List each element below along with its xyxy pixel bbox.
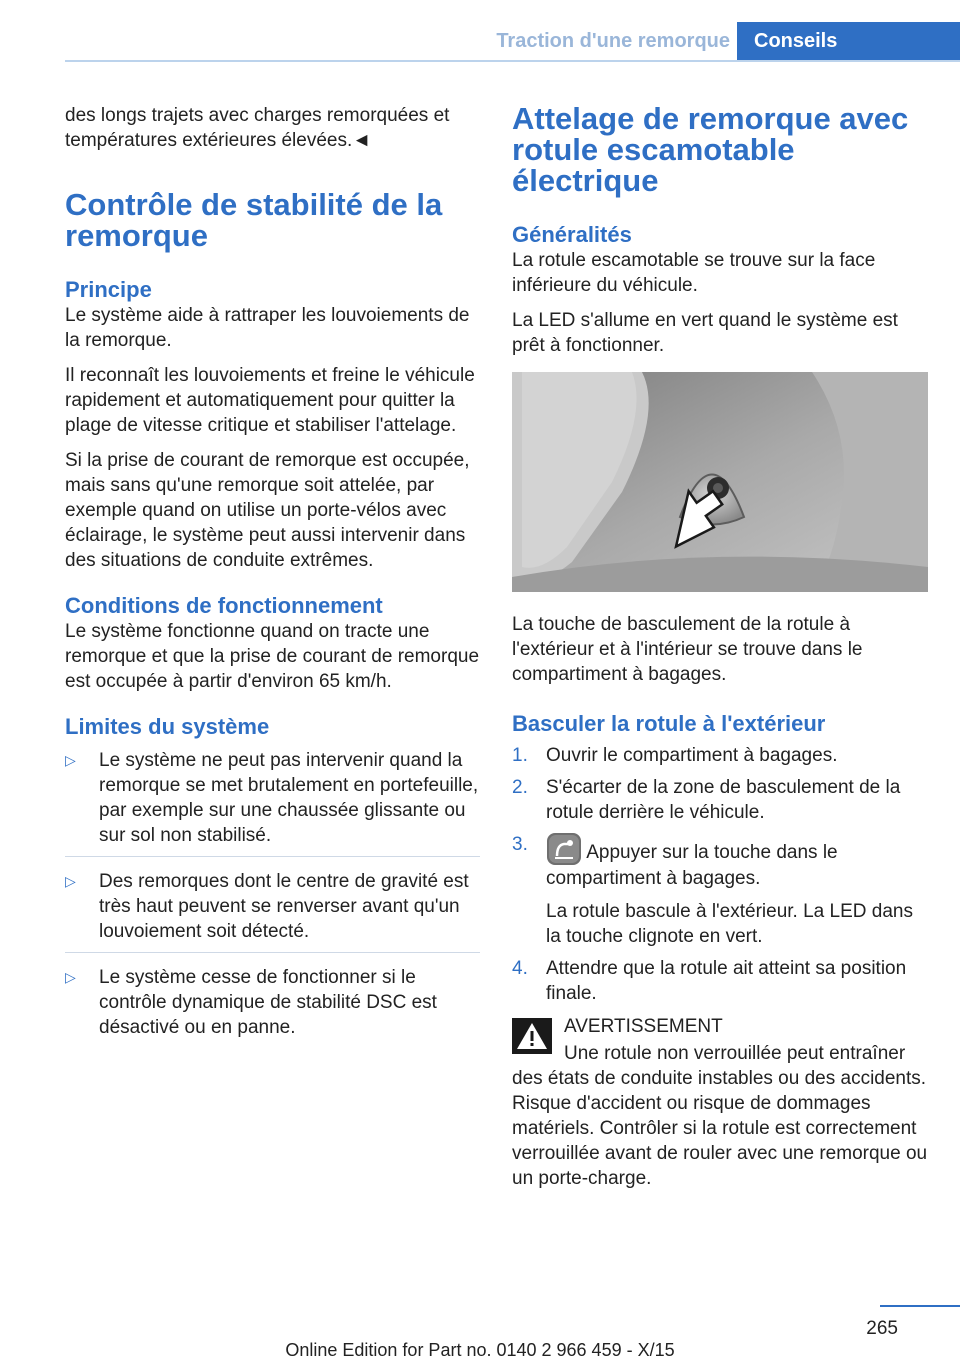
heading-principe: Principe xyxy=(65,277,152,302)
heading-tow-hitch: Attelage de remorque avec rotule escamotable électrique xyxy=(512,101,909,198)
intro-text: des longs trajets avec charges remorquées et températures extérieures élevées.◄ xyxy=(65,105,450,151)
step-text: Ouvrir le compartiment à bagages. xyxy=(546,745,838,766)
warning-body: Une rotule non verrouillée peut entraîner des états de conduite instables ou des accidents. Risque d'accident ou risque de dommages matériels. Contrôler si la rotule est correctement verrouillée avant de rouler avec une remorque ou un porte-charge. xyxy=(512,1043,928,1189)
step-subtext: La rotule bascule à l'extérieur. La LED dans la touche clignote en vert. xyxy=(546,901,913,947)
trunk-button-photo xyxy=(512,372,928,592)
generalites-p3: La touche de basculement de la rotule à l'extérieur et à l'intérieur se trouve dans le compartiment à bagages. xyxy=(512,614,863,685)
step-text: S'écarter de la zone de basculement de la rotule derrière le véhicule. xyxy=(546,777,901,823)
step-number: 2. xyxy=(512,777,528,798)
list-item xyxy=(512,775,930,825)
heading-limites: Limites du système xyxy=(65,714,270,739)
list-item-text: Le système cesse de fonctionner si le contrôle dynamique de stabilité DSC est désactivé ou en panne. xyxy=(99,967,437,1038)
generalites-p1: La rotule escamotable se trouve sur la face inférieure du véhicule. xyxy=(512,250,876,296)
page-number: 265 xyxy=(866,1318,898,1339)
list-divider xyxy=(65,856,480,857)
tow-hitch-button-icon xyxy=(546,832,582,866)
heading-trailer-stability: Contrôle de stabilité de la remorque xyxy=(65,187,443,253)
step-text: Attendre que la rotule ait atteint sa position finale. xyxy=(546,958,907,1004)
triangle-right-icon: ▷ xyxy=(65,969,76,985)
footer-edition: Online Edition for Part no. 0140 2 966 459 - X/15 xyxy=(285,1340,675,1360)
step-number: 3. xyxy=(512,834,528,855)
list-item xyxy=(65,748,480,848)
warning-triangle-icon xyxy=(512,1018,552,1054)
triangle-right-icon: ▷ xyxy=(65,752,76,768)
basculer-steps xyxy=(512,743,930,1006)
step-text: Appuyer sur la touche dans le compartiment à bagages. xyxy=(546,842,838,889)
list-item xyxy=(65,869,480,944)
header-rule xyxy=(65,60,960,62)
principe-p2: Il reconnaît les louvoiements et freine le véhicule rapidement et automatiquement pour quitter la plage de vitesse critique et stabiliser l'attelage. xyxy=(65,365,475,436)
principe-p1: Le système aide à rattraper les louvoiements de la remorque. xyxy=(65,305,470,351)
warning-title: AVERTISSEMENT xyxy=(564,1016,723,1037)
footer-rule xyxy=(880,1305,960,1307)
right-column xyxy=(512,103,930,1201)
heading-conditions: Conditions de fonctionnement xyxy=(65,593,383,618)
heading-generalites: Généralités xyxy=(512,222,632,247)
warning-text xyxy=(512,1041,930,1191)
step-number: 4. xyxy=(512,958,528,979)
list-item-text: Des remorques dont le centre de gravité est très haut peuvent se renverser avant qu'un louvoiement soit détecté. xyxy=(99,871,469,942)
heading-basculer: Basculer la rotule à l'extérieur xyxy=(512,711,826,736)
limites-list xyxy=(65,748,480,1040)
header-section-title: Traction d'une remorque xyxy=(496,30,730,52)
conditions-p1: Le système fonctionne quand on tracte une remorque et que la prise de courant de remorque est occupée à partir d'environ 65 km/h. xyxy=(65,621,480,692)
step-number: 1. xyxy=(512,745,528,766)
list-item-text: Le système ne peut pas intervenir quand la remorque se met brutalement en portefeuille, par exemple sur une chaussée glissante ou sur sol non stabilisé. xyxy=(99,750,479,846)
list-item xyxy=(65,965,480,1040)
left-column xyxy=(65,103,480,1048)
principe-p3: Si la prise de courant de remorque est occupée, mais sans qu'une remorque soit attelée, par exemple quand on utilise un porte-vélos avec éclairage, le système peut aussi intervenir dans des situations de conduite extrêmes. xyxy=(65,450,470,571)
list-item xyxy=(512,832,930,949)
list-divider xyxy=(65,952,480,953)
triangle-right-icon: ▷ xyxy=(65,873,76,889)
header-chapter-tab: Conseils xyxy=(737,22,960,62)
list-item xyxy=(512,743,930,768)
generalites-p2: La LED s'allume en vert quand le système est prêt à fonctionner. xyxy=(512,310,898,356)
warning-box xyxy=(512,1014,930,1191)
list-item xyxy=(512,956,930,1006)
